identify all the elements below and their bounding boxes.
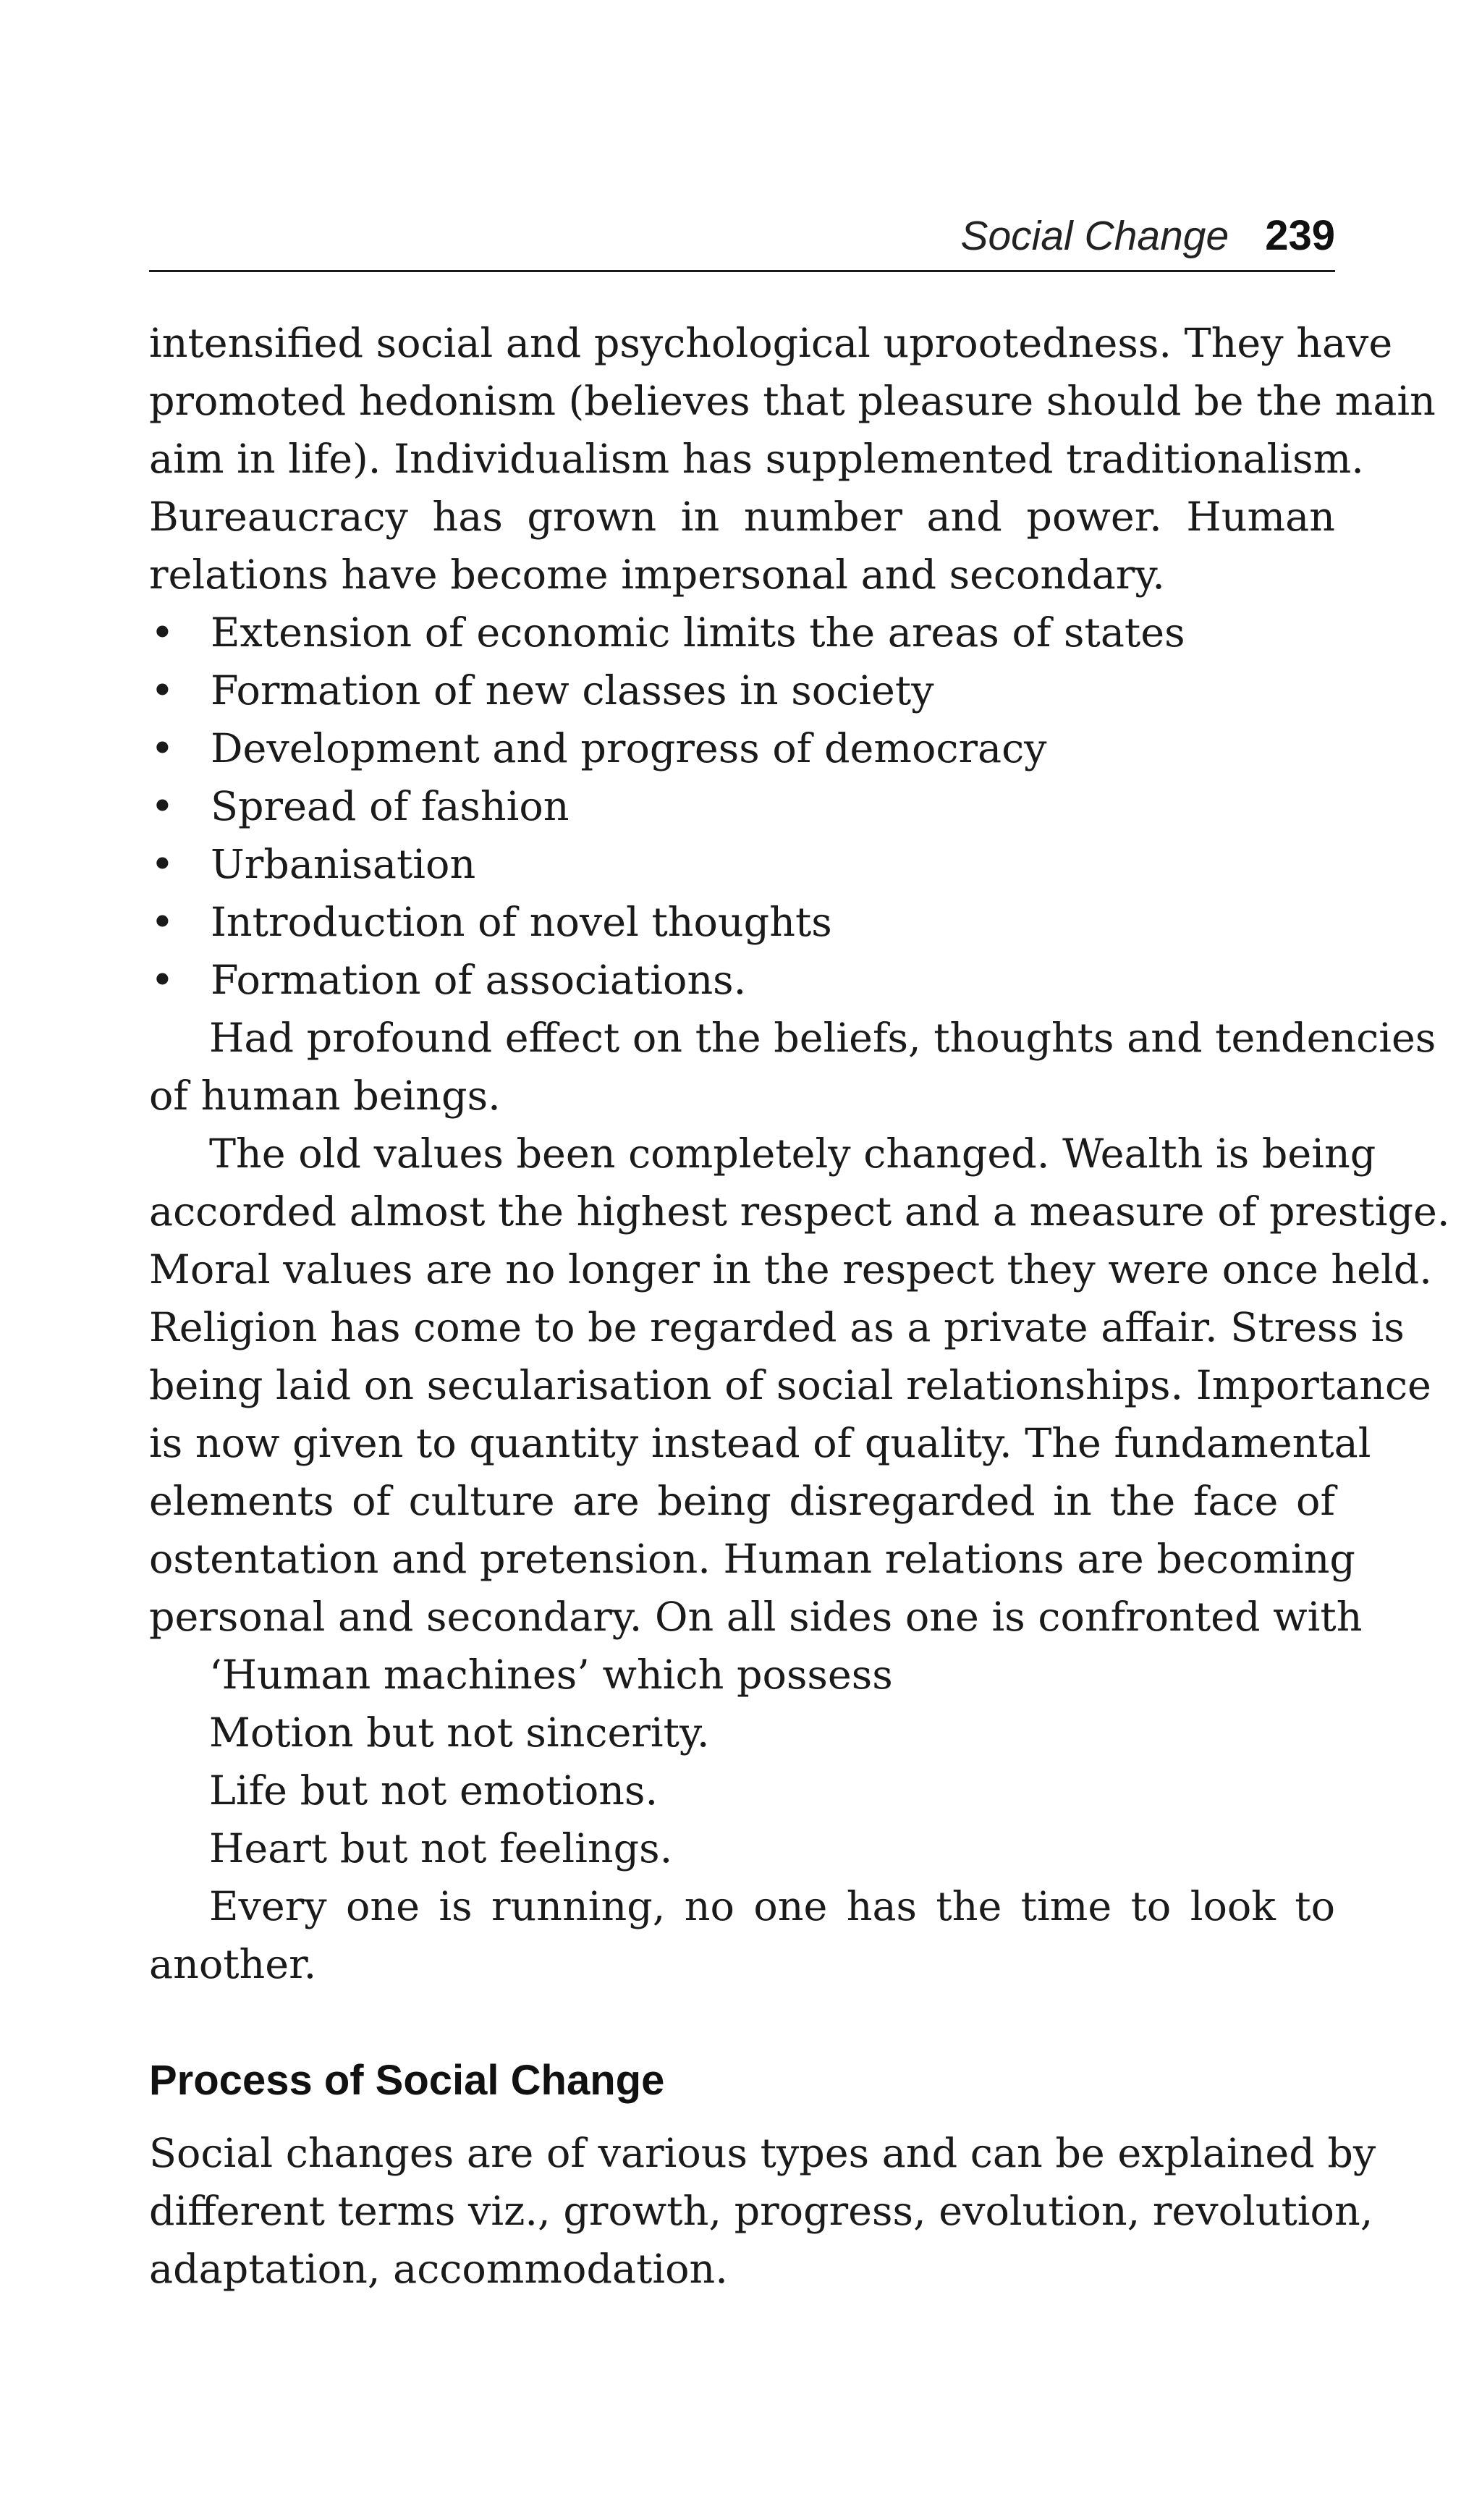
text-line: aim in life). Individualism has supplemented traditionalism. <box>149 436 1364 483</box>
list-item-text: Introduction of novel thoughts <box>211 899 832 946</box>
running-head-title: Social Change <box>960 213 1229 259</box>
list-item-text: Formation of associations. <box>211 957 747 1004</box>
verse-line: Heart but not feelings. <box>209 1825 673 1872</box>
text-line: Had profound effect on the beliefs, thoughts and tendencies <box>209 1015 1436 1062</box>
list-item <box>149 778 1335 836</box>
text-line: ostentation and pretension. Human relations are becoming <box>149 1536 1355 1583</box>
text-line: Bureaucracy has grown in number and power. Human <box>149 494 1335 541</box>
bullet-icon: • <box>151 609 174 656</box>
text-line: is now given to quantity instead of quality. The fundamental <box>149 1420 1371 1467</box>
text-line: another. <box>149 1941 317 1988</box>
text-line: Religion has come to be regarded as a private affair. Stress is <box>149 1304 1405 1351</box>
verse-line: Life but not emotions. <box>209 1767 659 1814</box>
list-item-text: Development and progress of democracy <box>211 725 1047 772</box>
text-line: being laid on secularisation of social relationships. Importance <box>149 1362 1431 1409</box>
text-line: elements of culture are being disregarded in the face of <box>149 1478 1335 1525</box>
text-line: adaptation, accommodation. <box>149 2246 728 2293</box>
text-line: Every one is running, no one has the time to look to <box>209 1883 1335 1930</box>
running-head <box>960 211 1335 260</box>
text-line: Social changes are of various types and can be explained by <box>149 2130 1376 2177</box>
text-line: accorded almost the highest respect and a measure of prestige. <box>149 1188 1450 1235</box>
page-number: 239 <box>1265 212 1335 259</box>
text-line: promoted hedonism (believes that pleasure should be the main <box>149 378 1436 425</box>
text-line: intensified social and psychological uprootedness. They have <box>149 320 1393 367</box>
list-item-text: Urbanisation <box>211 841 476 888</box>
list-item <box>149 662 1335 720</box>
verse-line: ‘Human machines’ which possess <box>209 1652 893 1699</box>
bullet-icon: • <box>151 725 174 772</box>
section-heading: Process of Social Change <box>149 2057 665 2104</box>
bullet-icon: • <box>151 667 174 714</box>
text-line: Moral values are no longer in the respect they were once held. <box>149 1246 1432 1293</box>
bullet-icon: • <box>151 957 174 1004</box>
list-item-text: Spread of fashion <box>211 783 569 830</box>
list-item <box>149 604 1335 662</box>
list-item-text: Extension of economic limits the areas of states <box>211 609 1185 656</box>
list-item <box>149 952 1335 1010</box>
text-line: different terms viz., growth, progress, evolution, revolution, <box>149 2188 1373 2235</box>
header-rule <box>149 270 1335 272</box>
bullet-icon: • <box>151 841 174 888</box>
list-item-text: Formation of new classes in society <box>211 667 934 714</box>
text-line: of human beings. <box>149 1073 501 1120</box>
text-line: The old values been completely changed. Wealth is being <box>209 1130 1376 1177</box>
list-item <box>149 894 1335 952</box>
section-body <box>149 2125 1376 2299</box>
body-text <box>149 315 1450 1994</box>
bullet-icon: • <box>151 899 174 946</box>
text-line: relations have become impersonal and secondary. <box>149 551 1165 599</box>
list-item <box>149 836 1335 894</box>
list-item <box>149 720 1335 778</box>
text-line: personal and secondary. On all sides one is confronted with <box>149 1594 1363 1641</box>
verse-line: Motion but not sincerity. <box>209 1709 710 1756</box>
bullet-icon: • <box>151 783 174 830</box>
